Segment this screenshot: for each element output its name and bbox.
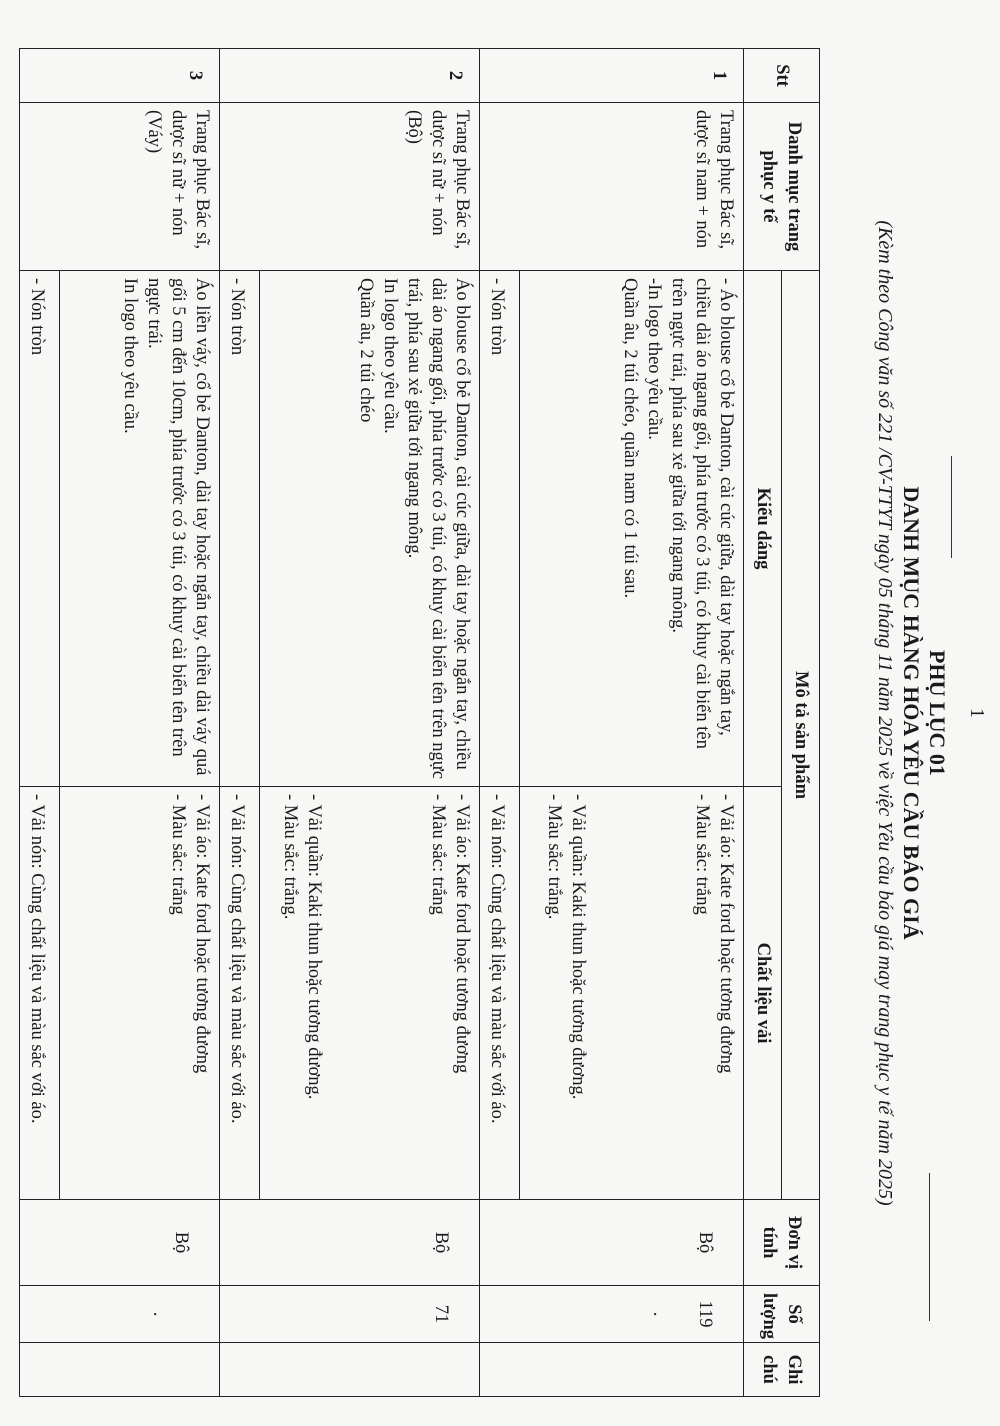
style-line: Áo liền váy, cổ bẻ Danton, dài tay hoặc ngắn tay, chiều dài váy quá gối 5 cm đến 10cm, phía trước có 3 túi, có khuy cài biển tên trên ngực trái. xyxy=(143,278,212,776)
unit-cell xyxy=(219,1200,479,1286)
fabric-line: - Màu sắc: trắng xyxy=(167,794,188,915)
style-cell xyxy=(259,271,479,787)
quantity-mark: . xyxy=(148,1311,169,1317)
fabric-line: - Vải quần: Kaki thun hoặc tương đương. xyxy=(567,794,588,1100)
fabric-cell xyxy=(259,787,479,1200)
style-line: - Áo blouse cổ bẻ Danton, cài cúc giữa, dài tay hoặc ngắn tay, chiều dài áo ngang gối, phía trước có 3 túi, có khuy cài biển tên trên ngực trái, phía sau xẻ giữa tới ngang mông. xyxy=(667,278,736,749)
style-cell xyxy=(520,271,744,787)
fabric-line: - Vải áo: Kate ford hoặc tương đương xyxy=(451,794,472,1074)
subtitle: (Kèm theo Công văn số 221 /CV-TTYT ngày 05 tháng 11 năm 2025 về việc Yêu cầu báo giá may trang phục y tế năm 2025) xyxy=(874,220,896,1206)
table-row xyxy=(59,49,219,1397)
quantity-cell xyxy=(219,1286,479,1343)
fabric-line: - Màu sắc: trắng xyxy=(691,794,712,915)
note-cell xyxy=(479,1343,743,1397)
quantity-value: 71 xyxy=(430,1304,451,1324)
header-fabric: Chất liệu vải xyxy=(744,787,782,1200)
unit-value: Bộ xyxy=(170,1231,191,1254)
hat-style-cell: - Nón tròn xyxy=(219,271,259,787)
unit-cell xyxy=(479,1200,743,1286)
header-unit: Đơn vị tính xyxy=(744,1200,820,1286)
quantity-cell xyxy=(19,1286,219,1343)
note-cell xyxy=(19,1343,219,1397)
style-line: In logo theo yêu cầu. xyxy=(119,278,140,434)
unit-value: Bộ xyxy=(695,1231,715,1254)
hat-fabric-cell: - Vải nón: Cùng chất liệu và màu sắc với áo. xyxy=(219,787,259,1200)
category-cell: Trang phục Bác sĩ, dược sĩ nữ + nón (Váy) xyxy=(19,103,219,271)
fabric-line: - Vải quần: Kaki thun hoặc tương đương. xyxy=(303,794,324,1100)
hat-style-cell: - Nón tròn xyxy=(19,271,59,787)
stt-cell: 1 xyxy=(479,49,743,103)
unit-cell xyxy=(19,1200,219,1286)
quantity-value: 119 xyxy=(695,1300,715,1328)
hat-style-cell: - Nón tròn xyxy=(479,271,519,787)
style-line: Quần âu, 2 túi chéo xyxy=(355,278,376,423)
fabric-line: - Vải áo: Kate ford hoặc tương đương xyxy=(716,794,736,1074)
appendix-title: PHỤ LỤC 01 xyxy=(925,650,950,776)
quantity-cell xyxy=(479,1286,743,1343)
goods-table xyxy=(19,48,820,1397)
category-cell: Trang phục Bác sĩ, dược sĩ nam + nón xyxy=(479,103,743,271)
table-row xyxy=(520,49,744,1397)
header-row-1 xyxy=(782,49,820,1397)
style-cell xyxy=(59,271,219,787)
header-note: Ghi chú xyxy=(744,1343,820,1397)
header-style: Kiểu dáng xyxy=(744,271,782,787)
stt-cell: 2 xyxy=(219,49,479,103)
table-row xyxy=(259,49,479,1397)
page-number: 1 xyxy=(966,708,988,718)
fabric-line: - Vải áo: Kate ford hoặc tương đương xyxy=(191,794,212,1074)
style-line: -In logo theo yêu cầu. xyxy=(643,278,664,440)
header-description: Mô tả sản phẩm xyxy=(782,271,820,1200)
fabric-line: - Màu sắc: trắng. xyxy=(279,794,300,920)
hat-fabric-cell: - Vải nón: Cùng chất liệu và màu sắc với áo. xyxy=(479,787,519,1200)
unit-value: Bộ xyxy=(430,1231,451,1254)
quantity-mark: . xyxy=(648,1311,669,1317)
header-quantity: Số lượng xyxy=(744,1286,820,1343)
header-stt: Stt xyxy=(744,49,820,103)
list-title: DANH MỤC HÀNG HÓA YÊU CẦU BÁO GIÁ xyxy=(899,486,924,940)
top-left-rule xyxy=(951,456,952,558)
style-line: In logo theo yêu cầu. xyxy=(379,278,400,434)
fabric-line: - Màu sắc: trắng. xyxy=(543,794,564,920)
style-line: Áo blouse cổ bẻ Danton, cài cúc giữa, dài tay hoặc ngắn tay, chiều dài áo ngang gối, phía trước có 3 túi, có khuy cài biển tên trên ngực trái, phía sau xẻ giữa tới ngang mông. xyxy=(403,278,472,779)
fabric-cell xyxy=(520,787,744,1200)
fabric-cell xyxy=(59,787,219,1200)
header-category: Danh mục trang phục y tế xyxy=(744,103,820,271)
stt-cell: 3 xyxy=(19,49,219,103)
category-cell: Trang phục Bác sĩ, dược sĩ nữ + nón (Bộ) xyxy=(219,103,479,271)
style-line: Quần âu, 2 túi chéo, quần nam có 1 túi sau. xyxy=(619,278,640,599)
note-cell xyxy=(219,1343,479,1397)
hat-fabric-cell: - Vải nón: Cùng chất liệu và màu sắc với áo. xyxy=(19,787,59,1200)
fabric-line: - Màu sắc: trắng xyxy=(427,794,448,915)
